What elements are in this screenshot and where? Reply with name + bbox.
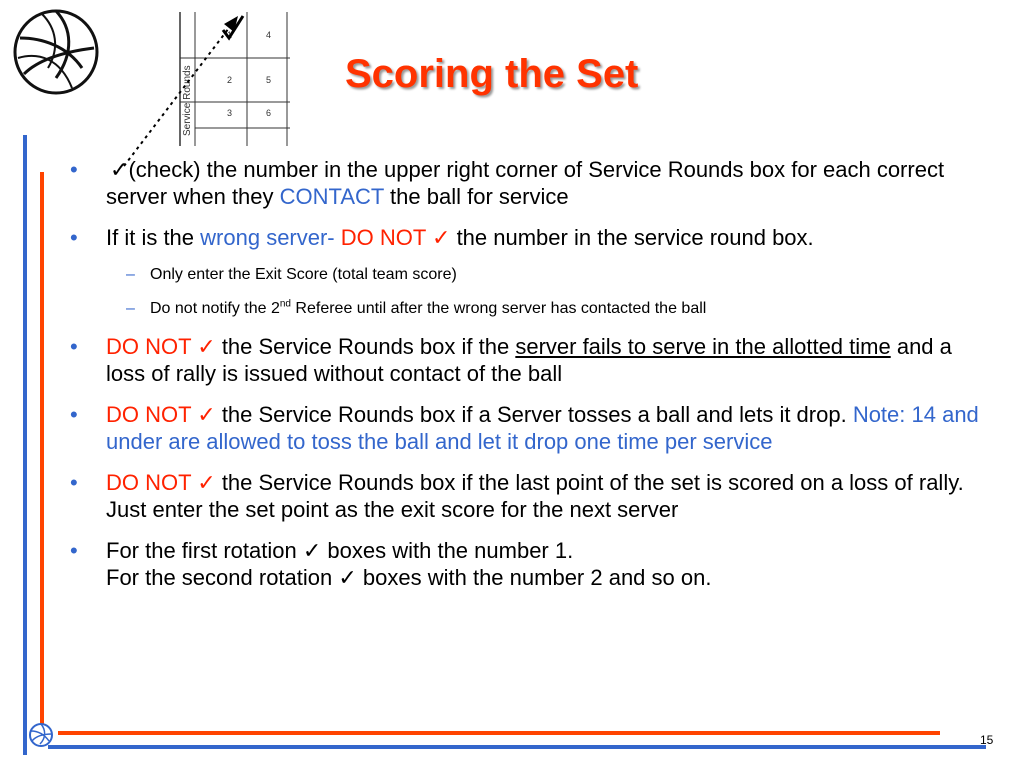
bullet-text: the ball for service — [383, 184, 569, 209]
check-mark: ✓ — [338, 565, 357, 590]
bullet-text: the Service Rounds box if a Server tosses a ball and lets it drop. — [215, 402, 853, 427]
grid-number-3: 3 — [227, 108, 233, 118]
volleyball-footer-icon — [28, 722, 54, 748]
bullet-check-correct-server — [70, 156, 995, 210]
bullet-fails-to-serve — [70, 333, 995, 387]
bullet-list — [70, 156, 995, 605]
superscript: nd — [279, 298, 291, 310]
bullet-text: For the first rotation — [106, 538, 303, 563]
service-rounds-label: Service Rounds — [182, 65, 193, 136]
contact-highlight: CONTACT — [279, 184, 384, 209]
do-not-highlight: DO NOT — [106, 402, 198, 427]
left-blue-rule — [23, 135, 27, 755]
sub-bullet-marker: – — [126, 300, 135, 317]
do-not-highlight: DO NOT — [340, 225, 433, 250]
sub-bullet-text: Do not notify the 2 — [150, 300, 280, 317]
bullet-text: the number in the service round box. — [450, 225, 814, 250]
bullet-marker: • — [70, 225, 78, 250]
bullet-marker: • — [70, 538, 78, 563]
note-text: Note: 14 and under are allowed to toss the ball and let it drop one time per service — [106, 402, 979, 454]
sub-bullet-text: Only enter the Exit Score (total team score) — [150, 266, 457, 283]
check-mark: ✓ — [302, 538, 322, 563]
bullet-text: and a loss of rally is issued without contact of the ball — [106, 334, 952, 386]
bottom-blue-rule — [48, 745, 986, 749]
slide-title: Scoring the Set — [345, 52, 639, 96]
bullet-text: For the second rotation — [106, 565, 339, 590]
sub-bullet-text: Referee until after the wrong server has contacted the ball — [290, 300, 707, 317]
grid-number-1: 1 — [227, 30, 233, 40]
page-number: 15 — [980, 733, 994, 747]
bullet-text: boxes with the number 2 and so on. — [356, 565, 712, 590]
left-red-rule — [40, 172, 44, 738]
check-mark: ✓ — [197, 334, 216, 359]
bullet-marker: • — [70, 402, 78, 427]
pointer-arrow — [120, 12, 260, 172]
bullet-toss-drop — [70, 401, 995, 455]
bullet-last-point — [70, 469, 995, 523]
do-not-highlight: DO NOT — [106, 334, 198, 359]
grid-number-5: 5 — [266, 75, 272, 85]
bullet-text: boxes with the number 1. — [321, 538, 574, 563]
underlined-text: server fails to serve in the allotted time — [515, 334, 891, 359]
bullet-rotation — [70, 537, 995, 591]
bullet-marker: • — [70, 157, 78, 182]
sub-bullet-notify-referee — [70, 299, 995, 319]
check-mark: ✓ — [110, 157, 129, 182]
check-mark: ✓ — [197, 470, 216, 495]
bullet-wrong-server — [70, 224, 995, 251]
sub-bullet-exit-score — [70, 265, 995, 285]
grid-number-4: 4 — [266, 30, 272, 40]
bullet-marker: • — [70, 470, 78, 495]
sub-bullet-marker: – — [126, 266, 135, 283]
bullet-text: the Service Rounds box if the last point of the set is scored on a loss of rally. Just enter the set point as the exit score for the next server — [106, 470, 964, 522]
grid-number-2: 2 — [227, 75, 233, 85]
bullet-text: the Service Rounds box if the — [215, 334, 516, 359]
volleyball-logo — [12, 8, 100, 96]
grid-number-6: 6 — [266, 108, 272, 118]
bottom-red-rule — [58, 731, 940, 735]
bullet-text: If it is the — [106, 225, 201, 250]
check-mark: ✓ — [197, 402, 216, 427]
check-mark: ✓ — [432, 225, 451, 250]
bullet-marker: • — [70, 334, 78, 359]
do-not-highlight: DO NOT — [106, 470, 198, 495]
wrong-server-highlight: wrong server- — [200, 225, 341, 250]
bullet-text: (check) the number in the upper right corner of Service Rounds box for each correct server when they — [106, 157, 945, 209]
